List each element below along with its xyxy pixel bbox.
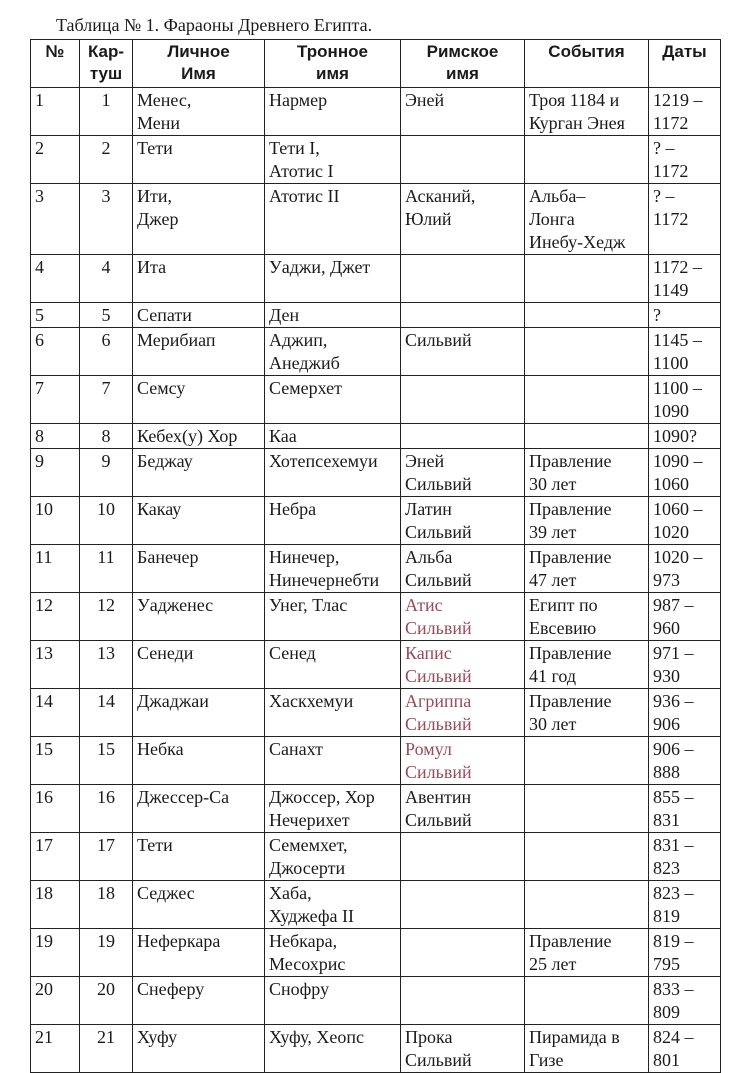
cell-cartouche: 20	[80, 977, 133, 1025]
table-row	[31, 376, 721, 424]
cell-throne-name: Джоссер, Хор Нечерихет	[265, 785, 401, 833]
header-personal-name: Личное Имя	[133, 40, 265, 88]
table-row	[31, 136, 721, 184]
cell-num: 21	[31, 1025, 80, 1073]
cell-personal-name: Какау	[133, 497, 265, 545]
cell-roman-name: Сильвий	[401, 328, 525, 376]
cell-cartouche: 15	[80, 737, 133, 785]
cell-personal-name: Неферкара	[133, 929, 265, 977]
cell-throne-name: Хотепсехемуи	[265, 449, 401, 497]
cell-roman-name	[401, 881, 525, 929]
cell-roman-name: Авентин Сильвий	[401, 785, 525, 833]
table-row	[31, 497, 721, 545]
cell-dates: 987 – 960	[649, 593, 721, 641]
cell-dates: 831 – 823	[649, 833, 721, 881]
header-cartouche: Кар- туш	[80, 40, 133, 88]
table-row	[31, 1025, 721, 1073]
cell-events: Правление 30 лет	[525, 449, 649, 497]
cell-roman-name	[401, 376, 525, 424]
cell-personal-name: Банечер	[133, 545, 265, 593]
header-dates: Даты	[649, 40, 721, 88]
table-row	[31, 424, 721, 449]
cell-events: Пирамида в Гизе	[525, 1025, 649, 1073]
cell-cartouche: 6	[80, 328, 133, 376]
cell-cartouche: 13	[80, 641, 133, 689]
cell-personal-name: Менес, Мени	[133, 88, 265, 136]
cell-throne-name: Аджип, Анеджиб	[265, 328, 401, 376]
cell-events	[525, 303, 649, 328]
cell-roman-name: Агриппа Сильвий	[401, 689, 525, 737]
cell-dates: ?	[649, 303, 721, 328]
cell-dates: 1145 – 1100	[649, 328, 721, 376]
cell-events	[525, 136, 649, 184]
cell-throne-name: Семерхет	[265, 376, 401, 424]
cell-num: 7	[31, 376, 80, 424]
cell-cartouche: 9	[80, 449, 133, 497]
cell-events	[525, 255, 649, 303]
cell-personal-name: Мерибиап	[133, 328, 265, 376]
cell-dates: 1020 – 973	[649, 545, 721, 593]
cell-num: 5	[31, 303, 80, 328]
cell-throne-name: Небкара, Месохрис	[265, 929, 401, 977]
cell-num: 8	[31, 424, 80, 449]
cell-dates: 906 – 888	[649, 737, 721, 785]
cell-throne-name: Нармер	[265, 88, 401, 136]
cell-num: 2	[31, 136, 80, 184]
cell-throne-name: Небра	[265, 497, 401, 545]
cell-num: 13	[31, 641, 80, 689]
cell-events: Правление 30 лет	[525, 689, 649, 737]
cell-dates: 1100 – 1090	[649, 376, 721, 424]
cell-personal-name: Сепати	[133, 303, 265, 328]
cell-num: 12	[31, 593, 80, 641]
cell-cartouche: 8	[80, 424, 133, 449]
cell-cartouche: 2	[80, 136, 133, 184]
table-row	[31, 641, 721, 689]
cell-dates: 819 – 795	[649, 929, 721, 977]
cell-cartouche: 16	[80, 785, 133, 833]
cell-dates: 1090?	[649, 424, 721, 449]
pharaohs-table	[30, 39, 721, 1073]
cell-personal-name: Тети	[133, 833, 265, 881]
cell-events	[525, 833, 649, 881]
table-row	[31, 881, 721, 929]
table-row	[31, 255, 721, 303]
cell-events	[525, 977, 649, 1025]
table-row	[31, 449, 721, 497]
cell-throne-name: Атотис II	[265, 184, 401, 255]
cell-cartouche: 4	[80, 255, 133, 303]
cell-throne-name: Каа	[265, 424, 401, 449]
cell-dates: 1172 – 1149	[649, 255, 721, 303]
cell-num: 14	[31, 689, 80, 737]
cell-num: 16	[31, 785, 80, 833]
cell-dates: 855 – 831	[649, 785, 721, 833]
cell-dates: 971 – 930	[649, 641, 721, 689]
cell-cartouche: 3	[80, 184, 133, 255]
cell-events	[525, 424, 649, 449]
cell-roman-name	[401, 833, 525, 881]
cell-throne-name: Семемхет, Джосерти	[265, 833, 401, 881]
header-events: События	[525, 40, 649, 88]
cell-roman-name	[401, 424, 525, 449]
cell-events	[525, 881, 649, 929]
cell-throne-name: Нинечер, Нинечернебти	[265, 545, 401, 593]
cell-throne-name: Хуфу, Хеопс	[265, 1025, 401, 1073]
cell-num: 11	[31, 545, 80, 593]
cell-roman-name: Атис Сильвий	[401, 593, 525, 641]
cell-cartouche: 10	[80, 497, 133, 545]
cell-events: Правление 41 год	[525, 641, 649, 689]
cell-cartouche: 18	[80, 881, 133, 929]
cell-num: 3	[31, 184, 80, 255]
cell-dates: 823 – 819	[649, 881, 721, 929]
cell-events	[525, 785, 649, 833]
header-throne-name: Тронное имя	[265, 40, 401, 88]
table-row	[31, 88, 721, 136]
cell-throne-name: Унег, Тлас	[265, 593, 401, 641]
cell-events	[525, 376, 649, 424]
cell-cartouche: 17	[80, 833, 133, 881]
cell-num: 18	[31, 881, 80, 929]
cell-throne-name: Санахт	[265, 737, 401, 785]
cell-cartouche: 11	[80, 545, 133, 593]
cell-num: 15	[31, 737, 80, 785]
table-body	[31, 88, 721, 1073]
cell-roman-name: Эней	[401, 88, 525, 136]
cell-personal-name: Тети	[133, 136, 265, 184]
cell-throne-name: Уаджи, Джет	[265, 255, 401, 303]
cell-roman-name: Латин Сильвий	[401, 497, 525, 545]
cell-cartouche: 14	[80, 689, 133, 737]
cell-events: Правление 25 лет	[525, 929, 649, 977]
cell-roman-name	[401, 929, 525, 977]
cell-personal-name: Семсу	[133, 376, 265, 424]
cell-num: 4	[31, 255, 80, 303]
cell-num: 19	[31, 929, 80, 977]
cell-cartouche: 1	[80, 88, 133, 136]
table-row	[31, 833, 721, 881]
cell-personal-name: Ити, Джер	[133, 184, 265, 255]
cell-roman-name	[401, 136, 525, 184]
table-row	[31, 303, 721, 328]
cell-dates: ? – 1172	[649, 136, 721, 184]
cell-dates: 824 – 801	[649, 1025, 721, 1073]
cell-dates: 1090 – 1060	[649, 449, 721, 497]
cell-dates: 833 – 809	[649, 977, 721, 1025]
cell-personal-name: Снеферу	[133, 977, 265, 1025]
table-row	[31, 929, 721, 977]
table-row	[31, 545, 721, 593]
cell-cartouche: 7	[80, 376, 133, 424]
cell-roman-name: Эней Сильвий	[401, 449, 525, 497]
cell-dates: 1060 – 1020	[649, 497, 721, 545]
cell-events: Правление 47 лет	[525, 545, 649, 593]
cell-roman-name: Прока Сильвий	[401, 1025, 525, 1073]
cell-events: Альба– Лонга Инебу-Хедж	[525, 184, 649, 255]
cell-cartouche: 12	[80, 593, 133, 641]
cell-events	[525, 328, 649, 376]
table-row	[31, 184, 721, 255]
cell-roman-name: Альба Сильвий	[401, 545, 525, 593]
cell-num: 17	[31, 833, 80, 881]
table-caption: Таблица № 1. Фараоны Древнего Египта.	[56, 15, 373, 35]
cell-personal-name: Джессер-Са	[133, 785, 265, 833]
cell-personal-name: Ита	[133, 255, 265, 303]
cell-events	[525, 737, 649, 785]
cell-roman-name: Капис Сильвий	[401, 641, 525, 689]
table-row	[31, 977, 721, 1025]
table-row	[31, 328, 721, 376]
cell-personal-name: Кебех(у) Хор	[133, 424, 265, 449]
cell-cartouche: 5	[80, 303, 133, 328]
cell-throne-name: Хаскхемуи	[265, 689, 401, 737]
cell-dates: ? – 1172	[649, 184, 721, 255]
cell-num: 9	[31, 449, 80, 497]
cell-events: Троя 1184 и Курган Энея	[525, 88, 649, 136]
cell-roman-name: Асканий, Юлий	[401, 184, 525, 255]
cell-throne-name: Хаба, Худжефа II	[265, 881, 401, 929]
table-row	[31, 737, 721, 785]
cell-roman-name: Ромул Сильвий	[401, 737, 525, 785]
table-row	[31, 593, 721, 641]
cell-roman-name	[401, 977, 525, 1025]
cell-dates: 1219 – 1172	[649, 88, 721, 136]
cell-throne-name: Сенед	[265, 641, 401, 689]
cell-roman-name	[401, 303, 525, 328]
cell-events: Правление 39 лет	[525, 497, 649, 545]
cell-roman-name	[401, 255, 525, 303]
cell-personal-name: Хуфу	[133, 1025, 265, 1073]
cell-personal-name: Небка	[133, 737, 265, 785]
cell-num: 20	[31, 977, 80, 1025]
cell-personal-name: Джаджаи	[133, 689, 265, 737]
cell-throne-name: Снофру	[265, 977, 401, 1025]
cell-throne-name: Ден	[265, 303, 401, 328]
cell-dates: 936 – 906	[649, 689, 721, 737]
cell-cartouche: 21	[80, 1025, 133, 1073]
table-row	[31, 785, 721, 833]
cell-throne-name: Тети I, Атотис I	[265, 136, 401, 184]
cell-personal-name: Седжес	[133, 881, 265, 929]
table-row	[31, 689, 721, 737]
header-roman-name: Римское имя	[401, 40, 525, 88]
cell-num: 10	[31, 497, 80, 545]
cell-num: 1	[31, 88, 80, 136]
cell-personal-name: Сенеди	[133, 641, 265, 689]
cell-events: Египт по Евсевию	[525, 593, 649, 641]
header-num: №	[31, 40, 80, 88]
cell-personal-name: Беджау	[133, 449, 265, 497]
cell-num: 6	[31, 328, 80, 376]
cell-cartouche: 19	[80, 929, 133, 977]
cell-personal-name: Уадженес	[133, 593, 265, 641]
header-row	[31, 40, 721, 88]
